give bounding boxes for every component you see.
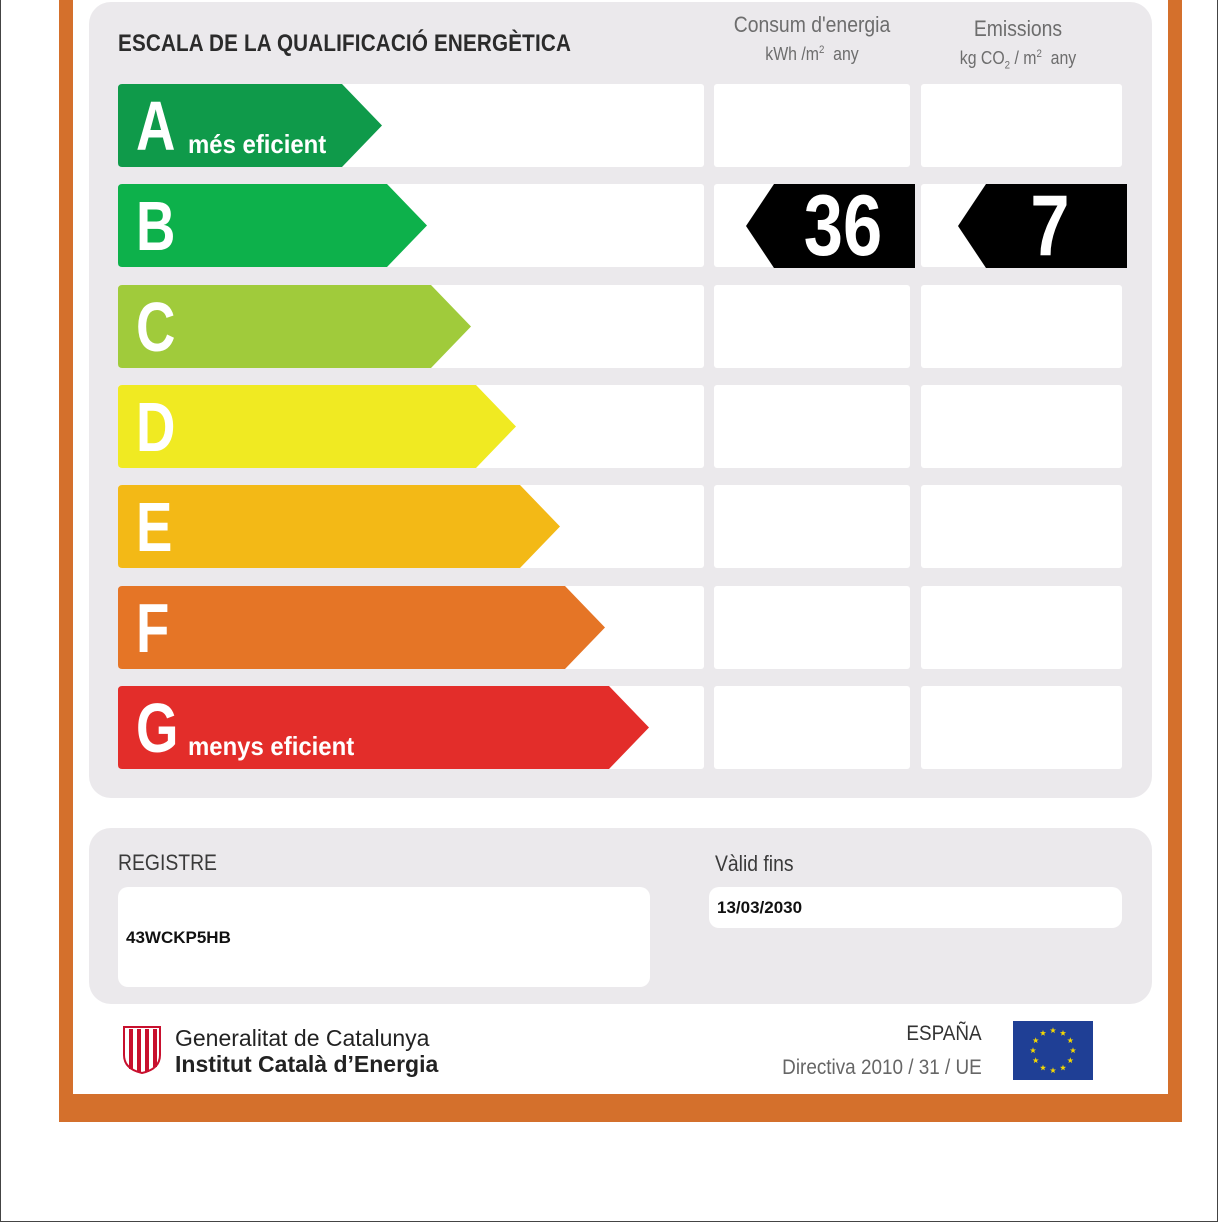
consumption-title: Consum d'energia [733,12,891,37]
class-letter: B [136,187,176,265]
consumption-cell [714,686,910,769]
emissions-header [918,16,1118,72]
directive-label: Directiva 2010 / 31 / UE [782,1056,982,1079]
class-arrow-shape [118,385,516,468]
class-subtitle: més eficient [188,129,327,159]
valid-until-value: 13/03/2030 [717,898,803,917]
registry-value: 43WCKP5HB [126,928,231,947]
consumption-value: 36 [803,178,883,274]
class-arrow-f [118,586,605,669]
emissions-unit: kg $CO_2 / m^2$ any [959,48,1077,72]
registry-label: REGISTRE [118,850,217,875]
emissions-cell [921,385,1122,468]
emissions-cell [921,485,1122,568]
class-letter: F [136,589,170,667]
country-label: ESPAÑA [906,1022,982,1045]
institute-name: Institut Català d’Energia [175,1051,439,1077]
consumption-cell [714,84,910,167]
organization-name: Generalitat de Catalunya [175,1025,430,1051]
generalitat-seal-icon [120,1025,164,1074]
class-letter: C [136,288,176,366]
class-arrow-a [118,84,382,167]
class-letter: A [136,87,176,165]
eu-flag-icon [1013,1021,1093,1080]
emissions-value: 7 [1030,178,1070,274]
consumption-header [712,12,912,65]
consumption-unit: kWh $/m^2$ any [765,44,859,64]
class-arrow-c [118,285,471,368]
consumption-cell [714,285,910,368]
emissions-cell [921,84,1122,167]
class-arrow-shape [118,485,560,568]
class-arrow-d [118,385,516,468]
class-letter: D [136,388,176,466]
consumption-cell [714,485,910,568]
class-subtitle: menys eficient [188,731,355,761]
emissions-cell [921,285,1122,368]
class-arrow-g [118,686,649,769]
valid-until-label: Vàlid fins [715,851,794,876]
consumption-cell [714,385,910,468]
class-arrow-b [118,184,427,267]
class-arrow-e [118,485,560,568]
consumption-cell [714,586,910,669]
emissions-indicator [958,178,1127,274]
scale-title: ESCALA DE LA QUALIFICACIÓ ENERGÈTICA [118,30,572,57]
emissions-title: Emissions [973,16,1063,41]
class-letter: G [136,689,179,767]
emissions-cell [921,586,1122,669]
class-letter: E [136,488,173,566]
class-arrow-shape [118,586,605,669]
emissions-cell [921,686,1122,769]
consumption-indicator [746,178,915,274]
